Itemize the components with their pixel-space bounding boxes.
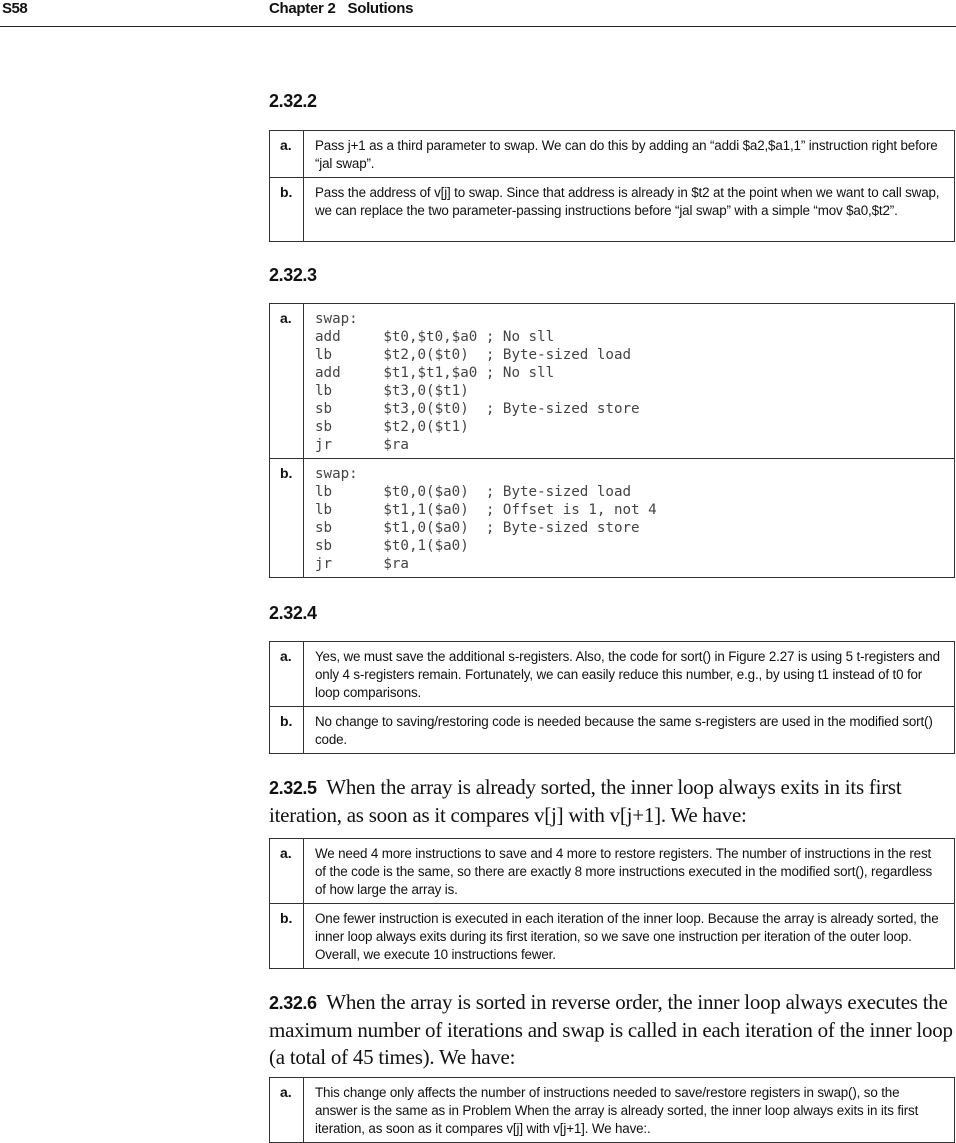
section-2326-paragraph	[269, 989, 956, 1071]
section-2324-title: 2.32.4	[269, 603, 317, 623]
section-label: Solutions	[347, 0, 414, 17]
table-row	[270, 1078, 955, 1143]
row-text: Yes, we must save the additional s-registers. Also, the code for sort() in Figure 2.27 is using 5 t-registers and only 4 s-registers remain. Fortunately, we can easily reduce this number, e.g., by using t1 instead of t0 for loop comparisons.	[304, 642, 955, 707]
section-2324-table	[269, 641, 955, 754]
table-row	[270, 642, 955, 707]
code-block: swap: lb $t0,0($a0) ; Byte-sized load lb $t1,1($a0) ; Offset is 1, not 4 sb $t1,0($a0) ; Byte-sized store sb $t0,1($a0) jr $ra	[304, 459, 955, 578]
row-label: b.	[270, 178, 304, 242]
row-text: One fewer instruction is executed in each iteration of the inner loop. Because the array is already sorted, the inner loop always exits during its first iteration, so we save one instruction per iteration of the outer loop. Overall, we execute 10 instructions fewer.	[304, 904, 955, 969]
row-text: No change to saving/restoring code is needed because the same s-registers are used in the modified sort() code.	[304, 707, 955, 754]
table-row	[270, 178, 955, 242]
row-label: a.	[270, 642, 304, 707]
table-row	[270, 707, 955, 754]
chapter-title	[269, 0, 413, 17]
page-number: S58	[2, 0, 28, 17]
row-text: This change only affects the number of instructions needed to save/restore registers in swap(), so the answer is the same as in Problem When the array is already sorted, the inner loop always exits in its first iteration, as soon as it compares v[j] with v[j+1]. We have:.	[304, 1078, 955, 1143]
section-2325-paragraph	[269, 774, 956, 829]
table-row	[270, 304, 955, 459]
row-label: a.	[270, 839, 304, 904]
row-label: a.	[270, 131, 304, 178]
section-2323-title: 2.32.3	[269, 265, 317, 285]
row-text: We need 4 more instructions to save and 4 more to restore registers. The number of instructions in the rest of the code is the same, so there are exactly 8 more instructions executed in the modified sort(), regardless of how large the array is.	[304, 839, 955, 904]
code-block: swap: add $t0,$t0,$a0 ; No sll lb $t2,0($t0) ; Byte-sized load add $t1,$t1,$a0 ; No sll lb $t3,0($t1) sb $t3,0($t0) ; Byte-sized store sb $t2,0($t1) jr $ra	[304, 304, 955, 459]
section-2322-table	[269, 130, 955, 242]
row-text: Pass the address of v[j] to swap. Since that address is already in $t2 at the point when we want to call swap, we can replace the two parameter-passing instructions before “jal swap” with a simple “mov $a0,$t2”.	[304, 178, 955, 242]
running-header	[0, 0, 956, 27]
section-2325-table	[269, 838, 955, 969]
section-2326-number: 2.32.6	[269, 993, 317, 1013]
section-2325-number: 2.32.5	[269, 778, 317, 798]
row-label: a.	[270, 1078, 304, 1143]
table-row	[270, 459, 955, 578]
row-label: b.	[270, 707, 304, 754]
section-2326-text: When the array is sorted in reverse order, the inner loop always executes the maximum number of iterations and swap is called in each iteration of the inner loop (a total of 45 times). We have:	[269, 990, 953, 1069]
table-row	[270, 839, 955, 904]
chapter-label: Chapter 2	[269, 0, 336, 17]
row-text: Pass j+1 as a third parameter to swap. We can do this by adding an “addi $a2,$a1,1” instruction right before “jal swap”.	[304, 131, 955, 178]
row-label: a.	[270, 304, 304, 459]
section-2322-title: 2.32.2	[269, 91, 317, 111]
row-label: b.	[270, 904, 304, 969]
table-row	[270, 904, 955, 969]
table-row	[270, 131, 955, 178]
row-label: b.	[270, 459, 304, 578]
section-2325-text: When the array is already sorted, the inner loop always exits in its first iteration, as soon as it compares v[j] with v[j+1]. We have:	[269, 775, 902, 827]
section-2326-table	[269, 1077, 955, 1143]
section-2323-table	[269, 303, 955, 578]
